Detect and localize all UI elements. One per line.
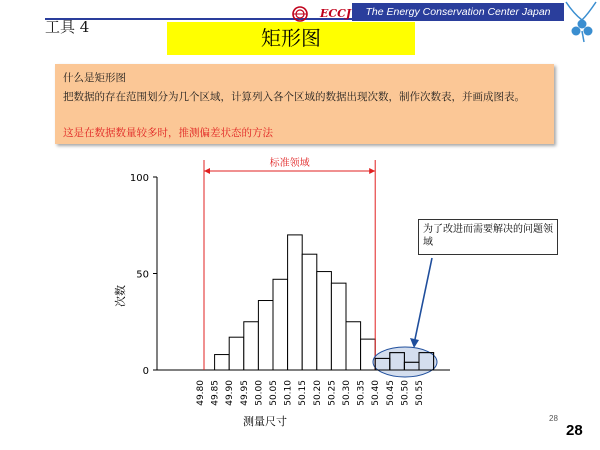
x-tick-label: 49.90 [225,380,236,406]
histogram-bar [229,337,244,370]
problem-area-callout: 为了改进而需要解决的问题领域 [418,219,558,255]
description-note: 这是在数据数量较多时，推测偏差状态的方法 [63,127,273,139]
x-tick-label: 50.30 [342,380,352,406]
tool-label: 工具 4 [45,18,90,36]
callout-arrow [414,258,432,344]
histogram-bar [361,339,376,370]
x-tick-label: 50.25 [327,380,338,406]
page-number-small: 28 [549,414,558,423]
spec-range-label: 标准领域 [269,158,310,169]
histogram-bar [288,235,303,370]
histogram-bar [215,355,230,370]
y-tick-label: 50 [136,269,149,281]
x-tick-label: 49.85 [210,380,221,406]
x-tick-label: 50.00 [254,380,265,406]
histogram-bar [258,301,273,370]
y-tick-label: 100 [129,173,149,184]
x-tick-label: 50.35 [356,380,367,406]
x-tick-label: 50.45 [385,380,396,406]
x-tick-label: 49.80 [196,380,206,406]
histogram-bar [346,322,361,370]
histogram-bar [244,322,259,370]
x-tick-label: 50.05 [269,380,279,406]
logo-text: ECCJ [320,7,352,20]
y-axis-title: 次数 [114,285,127,307]
x-tick-label: 50.55 [415,380,425,406]
page-number: 28 [566,422,583,439]
histogram-bar [317,272,332,370]
y-tick-label: 0 [142,366,149,377]
organization-banner: The Energy Conservation Center Japan [352,3,564,21]
spec-range-arrowhead-left [204,168,210,174]
x-tick-label: 50.40 [371,380,382,406]
histogram-bar [331,283,346,370]
description-heading: 什么是矩形图 [63,72,126,84]
x-tick-label: 50.10 [283,380,294,406]
description-body: 把数据的存在范围划分为几个区域，计算列入各个区域的数据出现次数，制作次数表，并画成图表。 [63,91,525,103]
spec-range-arrowhead-right [369,168,375,174]
callout-arrowhead [410,338,419,348]
x-tick-label: 49.95 [239,380,250,406]
x-tick-label: 50.20 [312,380,323,406]
histogram-bar [302,254,317,370]
x-tick-label: 50.50 [400,380,411,406]
slide-title: 矩形图 [261,26,321,50]
x-tick-label: 50.15 [298,380,309,406]
x-axis-title: 测量尺寸 [243,415,287,428]
histogram-bar [273,279,288,370]
